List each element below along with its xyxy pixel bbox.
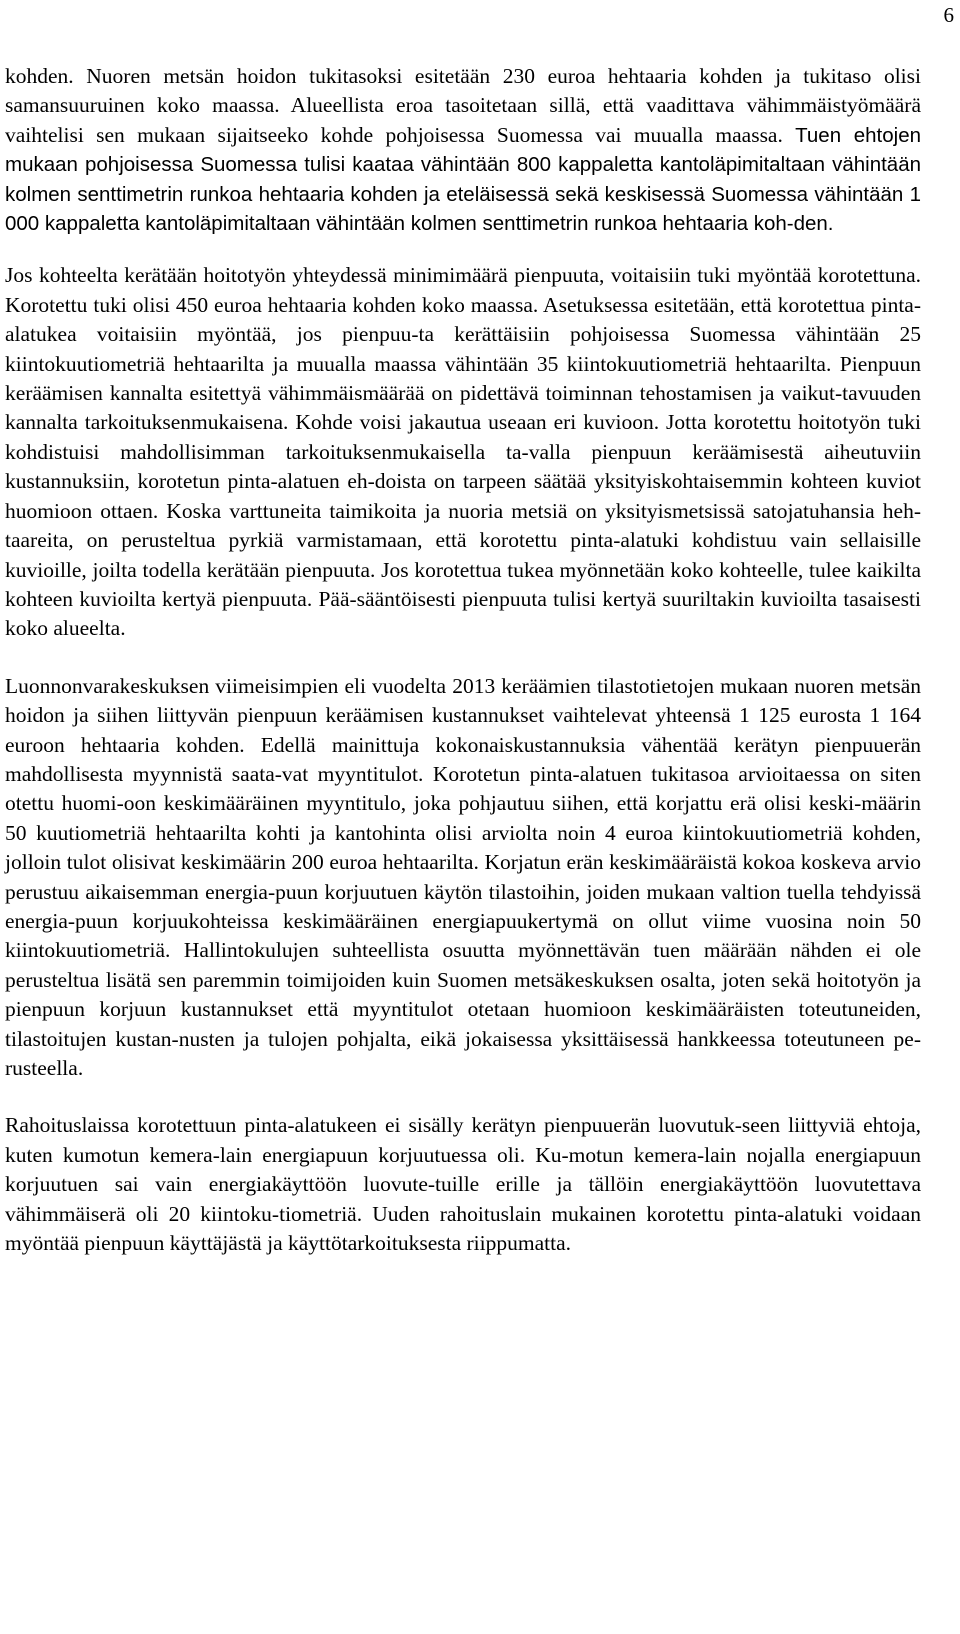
document-body	[5, 62, 921, 1258]
paragraph-1	[5, 62, 921, 238]
paragraph-3: Luonnonvarakeskuksen viimeisimpien eli vuodelta 2013 keräämien tilastotietojen mukaan nuoren metsän hoidon ja siihen liittyvän pienpuun keräämisen kustannukset vaihtelevat yhteensä 1 125 eurosta 1 164 euroon hehtaaria kohden. Edellä mainittuja kokonaiskustannuksia vähentää kerätyn pienpuuerän mahdollisesta myynnistä saata-vat myyntitulot. Korotetun pinta-alatuen tukitasoa arvioitaessa on siten otettu huomi-oon keskimääräinen myyntitulo, joka pohjautuu siihen, että korjattu erä olisi keski-määrin 50 kuutiometriä hehtaarilta kohti ja kantohinta olisi arviolta noin 4 euroa kiintokuutiometriä kohden, jolloin tulot olisivat keskimäärin 200 euroa hehtaarilta. Korjatun erän keskimääräistä kokoa koskeva arvio perustuu aikaisemman energia-puun korjuutuen käytön tilastoihin, joiden mukaan valtion tuella tehdyissä energia-puun korjuukohteissa keskimääräinen energiapuukertymä on ollut viime vuosina noin 50 kiintokuutiometriä. Hallintokulujen suhteellista osuutta myönnettävän tuen määrään nähden ei ole perusteltua lisätä sen paremmin toimijoiden kuin Suomen metsäkeskuksen osalta, joten sekä hoitotyön ja pienpuun korjuun kustannukset että myyntitulot otetaan huomioon keskimääräisten toteutuneiden, tilastoitujen kustan-nusten ja tulojen pohjalta, eikä jokaisessa yksittäisessä hankkeessa toteutuneen pe-rusteella.	[5, 673, 921, 1080]
paragraph-1-sans-sentence: Tuen ehtojen mukaan pohjoisessa Suomessa tulisi kaataa vähintään 800 kappaletta kantoläpimitaltaan vähintään kolmen senttimetrin runkoa hehtaaria kohden ja eteläisessä sekä keskisessä Suomessa vähintään 1 000 kappaletta kantoläpimitaltaan vähintään kolmen senttimetrin runkoa hehtaaria koh-den.	[5, 123, 921, 236]
paragraph-4: Rahoituslaissa korotettuun pinta-alatukeen ei sisälly kerätyn pienpuuerän luovutuk-seen liittyviä ehtoja, kuten kumotun kemera-lain energiapuun korjuutuessa oli. Ku-motun kemera-lain nojalla energiapuun korjuutuen sai vain energiakäyttöön luovute-tuille erille ja tällöin energiakäyttöön luovutettava vähimmäiserä oli 20 kiintoku-tiometriä. Uuden rahoituslain mukainen korotettu pinta-alatuki voidaan myöntää pienpuun käyttäjästä ja käyttötarkoituksesta riippumatta.	[5, 1113, 921, 1256]
paragraph-1-lead: kohden. Nuoren metsän hoidon tukitasoksi esitetään 230 euroa hehtaaria kohden ja tukitaso olisi samansuuruinen koko maassa. Alueellista eroa tasoitetaan sillä, että vaadittava vähimmäistyömäärä vaihtelisi sen mukaan sijaitseeko kohde pohjoisessa Suomessa vai muualla maassa.	[5, 64, 921, 147]
paragraph-2: Jos kohteelta kerätään hoitotyön yhteydessä minimimäärä pienpuuta, voitaisiin tuki myöntää korotettuna. Korotettu tuki olisi 450 euroa hehtaaria kohden koko maassa. Asetuksessa esitetään, että korotettua pinta-alatukea voitaisiin myöntää, jos pienpuu-ta kerättäisiin pohjoisessa Suomessa vähintään 25 kiintokuutiometriä hehtaarilta ja muualla maassa vähintään 35 kiintokuutiometriä hehtaarilta. Pienpuun keräämisen kannalta esitettyä vähimmäismäärää on pidettävä toiminnan tehostamisen ja vaikut-tavuuden kannalta tarkoituksenmukaisena. Kohde voisi jakautua useaan eri kuvioon. Jotta korotettu hoitotyön tuki kohdistuisi mahdollisimman tarkoituksenmukaisella ta-valla pienpuun keräämisestä aiheutuviin kustannuksiin, korotetun pinta-alatuen eh-doista on tarpeen säätää yksityiskohtaisemmin kohteen kuviot huomioon ottaen. Koska varttuneita taimikoita ja nuoria metsiä on yksityismetsissä satojatuhansia heh-taareita, on perusteltua pyrkiä varmistamaan, että korotettu pinta-alatuki kohdistuu vain sellaisille kuvioille, joilta todella kerätään pienpuuta. Jos korotettua tukea myönnetään koko kohteelle, tulee kaikilta kohteen kuvioilta kertyä pienpuuta. Pää-sääntöisesti pienpuuta tulisi kertyä suuriltakin kuvioilta tasaisesti koko alueelta.	[5, 263, 921, 641]
page-number: 6	[943, 3, 954, 27]
